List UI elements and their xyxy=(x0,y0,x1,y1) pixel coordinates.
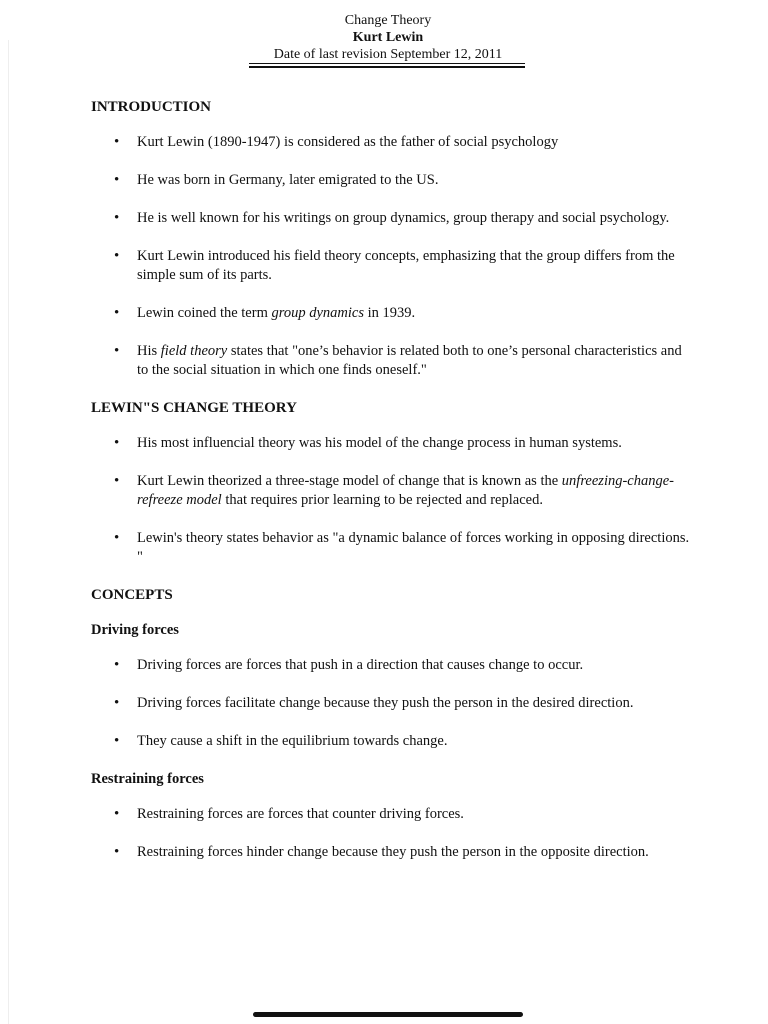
bullet-icon: • xyxy=(114,473,120,489)
text-run: They cause a shift in the equilibrium towards change. xyxy=(137,733,448,749)
revision-date: Date of last revision September 12, 2011 xyxy=(273,47,503,62)
text-run: states that "one’s behavior is related both to one’s personal characteristics and to the social situation in which one finds oneself." xyxy=(137,343,682,378)
text-run: Kurt Lewin (1890-1947) is considered as the father of social psychology xyxy=(137,134,559,150)
text-run: His most influencial theory was his model of the change process in human systems. xyxy=(137,435,622,451)
home-indicator-bar[interactable] xyxy=(253,1012,523,1017)
italic-term: group dynamics xyxy=(271,305,364,321)
text-run: His xyxy=(137,343,161,359)
list-item-text xyxy=(137,210,669,226)
list-item xyxy=(91,732,691,751)
list-item-text xyxy=(137,530,689,565)
list-item xyxy=(91,133,691,152)
bullet-icon: • xyxy=(114,657,120,673)
text-run: Restraining forces hinder change because they push the person in the opposite direction. xyxy=(137,844,649,860)
bullet-icon: • xyxy=(114,435,120,451)
header-rule-thick xyxy=(249,66,525,68)
subsection-heading: Restraining forces xyxy=(91,771,204,787)
list-item-text xyxy=(137,435,622,451)
bullet-list xyxy=(91,133,691,380)
list-item-text xyxy=(137,172,438,188)
bullet-icon: • xyxy=(114,343,120,359)
text-run: He is well known for his writings on group dynamics, group therapy and social psychology. xyxy=(137,210,670,226)
list-item-text xyxy=(137,695,633,711)
text-run: Kurt Lewin theorized a three-stage model of change that is known as the xyxy=(137,473,562,489)
list-item xyxy=(91,843,691,862)
list-item xyxy=(91,209,691,228)
text-run: Restraining forces are forces that counter driving forces. xyxy=(137,806,464,822)
list-item xyxy=(91,247,691,285)
text-run: He was born in Germany, later emigrated to the US. xyxy=(137,172,439,188)
bullet-list xyxy=(91,805,691,862)
list-item-text xyxy=(137,134,558,150)
bullet-icon: • xyxy=(114,248,120,264)
italic-term: unfreezing-change-refreeze model xyxy=(137,473,675,508)
list-item-text xyxy=(137,305,415,321)
bullet-icon: • xyxy=(114,305,120,321)
list-item-text xyxy=(137,248,675,283)
list-item xyxy=(91,529,691,567)
bullet-icon: • xyxy=(114,806,120,822)
list-item xyxy=(91,656,691,675)
header-double-rule xyxy=(249,63,525,68)
list-item-text xyxy=(137,657,583,673)
bullet-icon: • xyxy=(114,530,120,546)
document-title: Change Theory xyxy=(344,13,432,28)
text-run: Kurt Lewin introduced his field theory concepts, emphasizing that the group differs from the simple sum of its parts. xyxy=(137,248,675,283)
list-item-text xyxy=(137,844,649,860)
text-run: Lewin's theory states behavior as "a dynamic balance of forces working in opposing directions. " xyxy=(137,530,690,565)
bullet-icon: • xyxy=(114,695,120,711)
list-item xyxy=(91,472,691,510)
document-header xyxy=(0,12,768,63)
section-heading: LEWIN"S CHANGE THEORY xyxy=(91,400,297,416)
text-run: Lewin coined the term xyxy=(137,305,272,321)
italic-term: field theory xyxy=(160,343,228,359)
list-item-text xyxy=(137,473,674,508)
bullet-icon: • xyxy=(114,733,120,749)
bullet-list xyxy=(91,656,691,751)
list-item xyxy=(91,805,691,824)
list-item-text xyxy=(137,733,447,749)
list-item xyxy=(91,434,691,453)
bullet-icon: • xyxy=(114,134,120,150)
list-item xyxy=(91,304,691,323)
section-heading: INTRODUCTION xyxy=(91,99,212,115)
text-run: Driving forces facilitate change because they push the person in the desired direction. xyxy=(137,695,634,711)
list-item xyxy=(91,342,691,380)
bullet-list xyxy=(91,434,691,567)
section-heading: CONCEPTS xyxy=(91,587,173,603)
subsection-heading: Driving forces xyxy=(91,622,179,638)
text-run: in 1939. xyxy=(363,305,416,321)
document-body xyxy=(91,98,691,881)
list-item xyxy=(91,694,691,713)
bullet-icon: • xyxy=(114,210,120,226)
text-run: Driving forces are forces that push in a direction that causes change to occur. xyxy=(137,657,584,673)
bullet-icon: • xyxy=(114,172,120,188)
list-item-text xyxy=(137,806,464,822)
text-run: that requires prior learning to be rejected and replaced. xyxy=(221,492,543,508)
bullet-icon: • xyxy=(114,844,120,860)
list-item-text xyxy=(137,343,682,378)
document-author: Kurt Lewin xyxy=(352,30,424,45)
header-rule-thin xyxy=(249,63,525,64)
list-item xyxy=(91,171,691,190)
